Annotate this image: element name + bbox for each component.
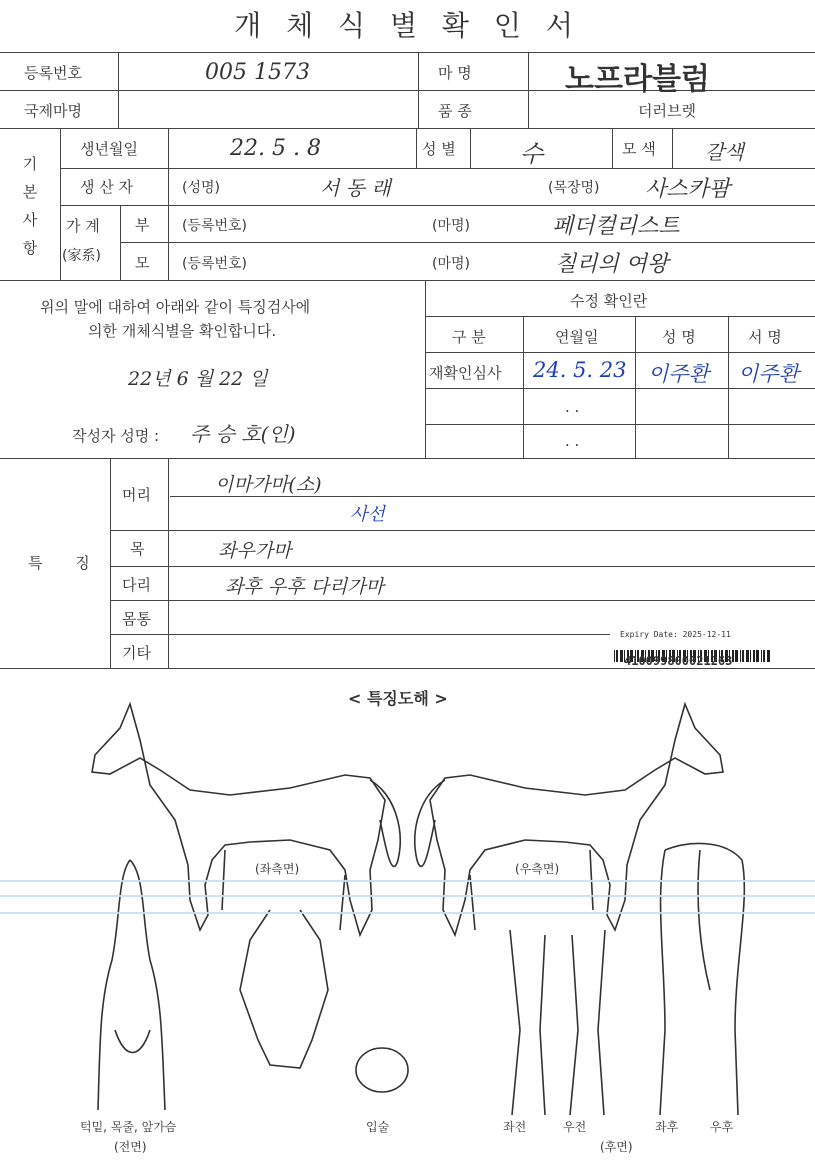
rule (0, 280, 815, 281)
breed-value: 더러브렛 (638, 102, 696, 120)
producer-label: 생 산 자 (80, 178, 134, 196)
rule (612, 128, 613, 168)
barcode-bar (753, 650, 755, 662)
revision-row3-dots: . . (565, 432, 580, 450)
left-side-label: (좌측면) (255, 862, 300, 876)
scan-line (0, 895, 815, 897)
reg-no-value: 005 1573 (205, 60, 310, 85)
revision-title: 수정 확인란 (570, 292, 648, 310)
rule (110, 634, 610, 635)
sire-name: 페더컬리스트 (552, 214, 680, 239)
horse-front-view (98, 860, 165, 1110)
barcode-bar (735, 650, 738, 662)
barcode-bar (616, 650, 618, 662)
rule (0, 458, 815, 459)
farm-value: 사스카팜 (645, 177, 731, 202)
feature-legs-value: 좌후 우후 다리가마 (225, 576, 384, 598)
muzzle-label: 입술 (366, 1120, 390, 1134)
feature-neck-label: 목 (130, 540, 145, 558)
rule (0, 128, 815, 129)
features-section-label: 특 징 (28, 554, 104, 572)
revision-row1-name: 이주환 (648, 362, 709, 386)
sex-label: 성 별 (422, 140, 456, 158)
right-side-label: (우측면) (515, 862, 560, 876)
sex-value: 수 (520, 140, 544, 168)
coat-label: 모 색 (622, 140, 656, 158)
barcode-bar (756, 650, 759, 662)
document-title: 개 체 식 별 확 인 서 (234, 9, 581, 42)
rule (425, 352, 815, 353)
rule (635, 316, 636, 458)
rule (425, 424, 815, 425)
author-value: 주 승 호(인) (190, 422, 296, 446)
barcode-bar (763, 650, 765, 662)
feature-neck-value: 좌우가마 (218, 540, 292, 562)
sire-label: 부 (135, 216, 150, 234)
front-label: (전면) (114, 1140, 147, 1154)
feature-legs-label: 다리 (122, 576, 151, 594)
rule (425, 388, 815, 389)
birth-value: 22. 5 . 8 (230, 136, 321, 161)
feature-etc-label: 기타 (122, 644, 151, 662)
rule (418, 52, 419, 128)
barcode-bar (740, 650, 741, 662)
rule (110, 566, 815, 567)
horse-rear-view (660, 843, 744, 1115)
rule (120, 205, 121, 280)
barcode-bar (761, 650, 762, 662)
lineage-label: 가 계 (66, 217, 100, 235)
horse-name-label: 마 명 (438, 64, 472, 82)
rule (416, 128, 417, 168)
dam-name-paren: (마명) (432, 256, 470, 272)
rule (425, 280, 426, 458)
horse-front-legs (510, 930, 605, 1115)
rule (118, 52, 119, 128)
barcode-bar (614, 650, 615, 662)
rule (60, 128, 61, 280)
rule (168, 458, 169, 668)
left-hind-leg-label: 좌후 (655, 1120, 679, 1134)
producer-name: 서 동 래 (320, 176, 391, 200)
rule (110, 458, 111, 668)
horse-right-side (415, 704, 723, 935)
right-front-leg-label: 우전 (563, 1120, 587, 1134)
scan-line (0, 912, 815, 914)
feature-head-note: 사선 (350, 504, 385, 525)
rule (523, 316, 524, 458)
basic-section-label: 기 본 사 항 (22, 155, 38, 257)
dam-name: 칠리의 여왕 (555, 252, 669, 277)
sticker-expiry: Expiry Date: 2025-12-11 (620, 630, 731, 639)
sire-reg-paren: (등록번호) (182, 218, 248, 234)
horse-left-side (92, 704, 400, 935)
rule (120, 242, 815, 243)
diagram-title: < 특징도해 > (348, 689, 448, 708)
revision-row1-date: 24. 5. 23 (533, 358, 627, 382)
dam-reg-paren: (등록번호) (182, 256, 248, 272)
barcode-bar (742, 650, 744, 662)
birth-label: 생년월일 (80, 140, 138, 158)
revision-header-type: 구 분 (452, 328, 486, 346)
feature-body-label: 몸통 (122, 610, 151, 628)
rule (110, 530, 815, 531)
reg-no-label: 등록번호 (24, 64, 82, 82)
horse-head-front (240, 910, 328, 1068)
feature-head-label: 머리 (122, 486, 151, 504)
left-front-leg-label: 좌전 (503, 1120, 527, 1134)
rear-label: (후면) (600, 1140, 633, 1154)
scan-line (0, 880, 815, 882)
producer-name-paren: (성명) (182, 180, 220, 196)
rule (110, 600, 815, 601)
revision-row2-dots: . . (565, 398, 580, 416)
author-label: 작성자 성명 : (72, 427, 160, 445)
rule (60, 168, 815, 169)
rule (528, 52, 529, 128)
dam-label: 모 (135, 254, 150, 272)
sticker-code: 410099800021263 (624, 654, 733, 668)
horse-name-value: 노프라블럼 (565, 62, 710, 97)
breed-label: 품 종 (438, 102, 472, 120)
lineage-hanja: (家系) (62, 248, 101, 264)
confirm-text-line2: 의한 개체식별을 확인합니다. (88, 322, 277, 340)
confirm-date: 22년 6 월 22 일 (128, 368, 268, 390)
intl-name-label: 국제마명 (24, 102, 82, 120)
revision-header-date: 연월일 (555, 328, 599, 346)
revision-row1-type: 재확인심사 (429, 364, 502, 382)
revision-header-sign: 서 명 (748, 328, 782, 346)
rule (672, 128, 673, 168)
rule (425, 316, 815, 317)
rule (470, 128, 471, 168)
horse-muzzle (356, 1048, 408, 1092)
barcode-bar (620, 650, 623, 662)
sire-name-paren: (마명) (432, 218, 470, 234)
rule (728, 316, 729, 458)
revision-header-name: 성 명 (662, 328, 696, 346)
right-hind-leg-label: 우후 (710, 1120, 734, 1134)
rule (0, 52, 815, 53)
coat-value: 갈색 (705, 140, 744, 164)
barcode-bar (767, 650, 770, 662)
barcode-bar (750, 650, 751, 662)
confirm-text-line1: 위의 말에 대하여 아래와 같이 특징검사에 (40, 298, 311, 316)
farm-paren: (목장명) (548, 180, 600, 196)
feature-head-value: 이마가마(소) (215, 474, 322, 496)
front-caption: 턱밑, 목줄, 앞가슴 (80, 1120, 177, 1134)
revision-row1-sign: 이주환 (738, 362, 799, 386)
barcode-bar (746, 650, 749, 662)
horse-diagram (0, 700, 815, 1120)
rule (168, 128, 169, 280)
rule (60, 205, 815, 206)
